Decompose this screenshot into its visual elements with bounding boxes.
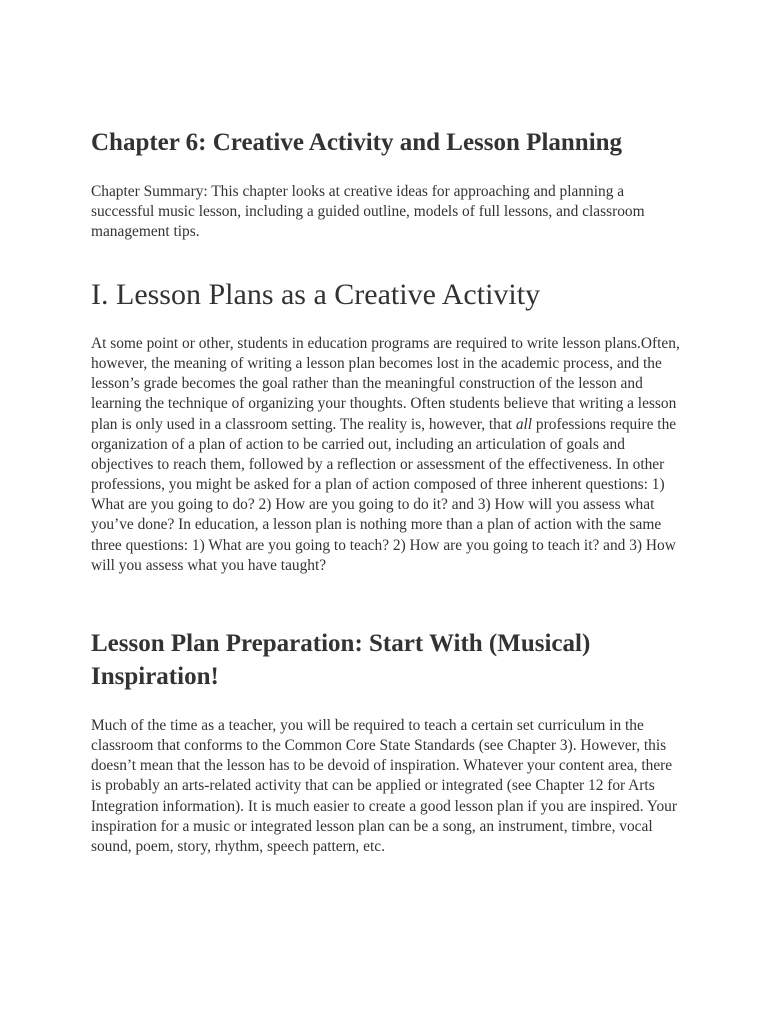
subsection-title: Lesson Plan Preparation: Start With (Musical) Inspiration! xyxy=(91,630,591,690)
paragraph-text-after-emphasis: professions require the organization of a plan of action to be carried out, including an articulation of goals and objectives to reach them, followed by a reflection or assessment of the effectiveness. In other professions, you might be asked for a plan of action composed of three inherent questions: 1) What are you going to do? 2) How are you going to do it? and 3) How will you assess what you’ve done? In education, a lesson plan is nothing more than a plan of action with the same three questions: 1) What are you going to teach? 2) How are you going to teach it? and 3) How will you assess what you have taught? xyxy=(91,415,677,574)
emphasized-word: all xyxy=(515,415,533,433)
chapter-summary: Chapter Summary: This chapter looks at creative ideas for approaching and planning a successful music lesson, including a guided outline, models of full lessons, and classroom management tips. xyxy=(91,183,645,240)
section-title: I. Lesson Plans as a Creative Activity xyxy=(91,278,541,311)
paragraph-text-before-emphasis: At some point or other, students in education programs are required to write lesson plans.Often, however, the meaning of writing a lesson plan becomes lost in the academic process, and the lesson’s grade becomes the goal rather than the meaningful construction of the lesson and learning the technique of organizing your thoughts. Often students believe that writing a lesson plan is only used in a classroom setting. The reality is, however, that xyxy=(91,335,680,433)
subsection-paragraph: Much of the time as a teacher, you will be required to teach a certain set curriculum in the classroom that conforms to the Common Core State Standards (see Chapter 3). However, this doesn’t mean that the lesson has to be devoid of inspiration. Whatever your content area, there is probably an arts-related activity that can be applied or integrated (see Chapter 12 for Arts Integration information). It is much easier to create a good lesson plan if you are inspired. Your inspiration for a music or integrated lesson plan can be a song, an instrument, timbre, vocal sound, poem, story, rhythm, speech pattern, etc. xyxy=(91,717,677,855)
section-paragraph xyxy=(91,334,681,576)
chapter-title: Chapter 6: Creative Activity and Lesson Planning xyxy=(91,129,623,156)
